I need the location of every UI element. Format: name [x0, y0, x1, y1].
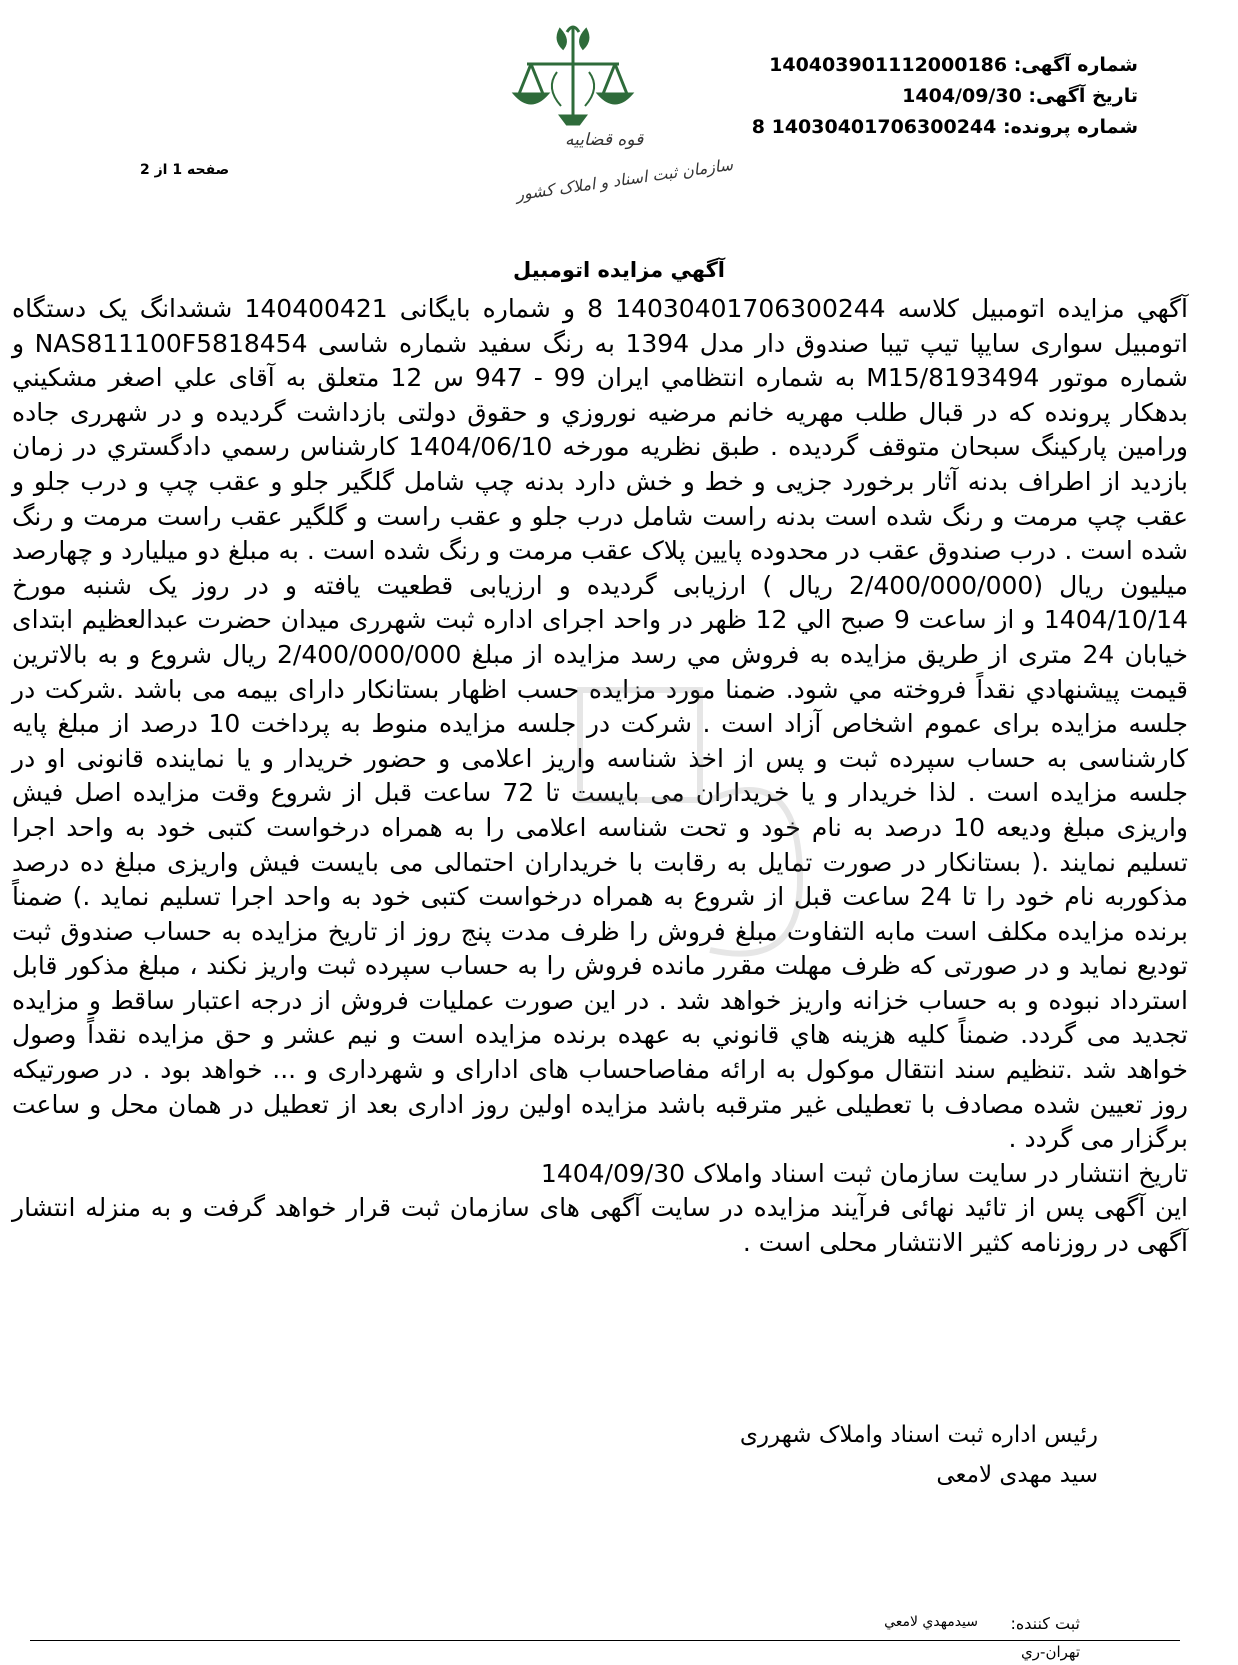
notice-date-row [752, 81, 1138, 112]
file-number: 14030401706300244 8 [751, 116, 997, 138]
page-indicator: صفحه 1 از 2 [140, 162, 230, 178]
file-number-label: شماره پرونده: [1002, 116, 1138, 138]
notice-title: آگهي مزايده اتومبيل [513, 258, 725, 282]
notice-date-label: تاریخ آگهی: [1028, 85, 1138, 107]
notice-number: 140403901112000186 [769, 54, 1008, 76]
auction-details-paragraph: آگهي مزايده اتومبيل کلاسه 14030401706300244 8 و شماره بایگانی 140400421 ششدانگ یک دستگاه اتومبیل سواری سایپا تیپ تیبا صندوق دار مدل 1394 به رنگ سفید شماره شاسی NAS811100F5818454 و شماره موتور M15/8193494 به شماره انتظامي ايران 99 - 947 س 12 متعلق به آقای علي اصغر مشکيني بدهکار پرونده که در قبال طلب مهريه خانم مرضيه نوروزي و حقوق دولتی بازداشت گردیده و در شهرری جاده ورامین پارکینگ سبحان متوقف گردیده . طبق نظریه مورخه 1404/06/10 کارشناس رسمي دادگستري در زمان بازدید از اطراف بدنه آثار برخورد جزیی و خط و خش دارد بدنه چپ شامل گلگیر جلو و عقب چپ و درب جلو و عقب چپ مرمت و رنگ شده است بدنه راست شامل درب جلو و عقب راست و گلگیر عقب راست مرمت و رنگ شده است . درب صندوق عقب در محدوده پایین پلاک عقب مرمت و رنگ شده است . به مبلغ دو میلیارد و چهارصد میلیون ریال (2/400/000/000 ریال ) ارزیابی گردیده و ارزیابی قطعیت یافته و در روز یک شنبه مورخ 1404/10/14 و از ساعت 9 صبح الي 12 ظهر در واحد اجرای اداره ثبت شهرری میدان حضرت عبدالعظیم ابتدای خیابان 24 متری از طريق مزايده به فروش مي رسد مزایده از مبلغ 2/400/000/000 ریال شروع و به بالاترین قيمت پيشنهادي نقداً فروخته مي شود. ضمنا مورد مزایده حسب اظهار بستانکار دارای بیمه می باشد .شرکت در جلسه مزایده برای عموم اشخاص آزاد است . شرکت در جلسه مزایده منوط به پرداخت 10 درصد از مبلغ پایه کارشناسی به حساب سپرده ثبت و پس از اخذ شناسه واریز اعلامی و حضور خریدار و یا نماینده قانونی او در جلسه مزایده است . لذا خريدار و یا خریداران می بایست تا 72 ساعت قبل از شروع وقت مزايده اصل فیش واریزی مبلغ ودیعه 10 درصد به نام خود و تحت شناسه اعلامی را به همراه درخواست کتبی خود به واحد اجرا تسلیم نمایند .( بستانکار در صورت تمایل به رقابت با خریداران احتمالی می بایست فیش واریزی مبلغ ده درصد مذکوربه نام خود را تا 24 ساعت قبل از شروع به همراه درخواست کتبی خود به واحد اجرا تسلیم نماید .) ضمناً برنده مزایده مکلف است مابه التفاوت مبلغ فروش را ظرف مدت پنج روز از تاریخ مزایده به حساب صندوق ثبت تودیع نماید و در صورتی که ظرف مهلت مقرر مانده فروش را به حساب سپرده ثبت واریز نکند ، مبلغ مذکور قابل استرداد نبوده و به حساب خزانه واریز خواهد شد . در این صورت عملیات فروش از درجه اعتبار ساقط و مزایده تجدید می گردد. ضمناً کليه هزينه هاي قانوني به عهده برنده مزايده است و نيم عشر و حق مزايده نقداً وصول خواهد شد .تنظیم سند انتقال موکول به ارائه مفاصاحساب های ادارای و شهرداری و ... خواهد بود . در صورتیکه روز تعیین شده مصادف با تعطیلی غیر مترقبه باشد مزایده اولین روز اداری بعد از تعطیل در همان محل و ساعت برگزار می گردد . [12, 294, 1189, 1154]
organization-label: سازمان ثبت اسناد و املاک کشور [514, 154, 735, 205]
notice-date: 1404/09/30 [902, 85, 1022, 107]
registrar-label: ثبت کننده: [1010, 1614, 1080, 1633]
footer-divider [30, 1640, 1180, 1641]
footer-location: تهران-ري [1021, 1643, 1080, 1661]
signer-name: سید مهدی لامعی [936, 1462, 1098, 1488]
judiciary-label: قوه قضاییه [565, 130, 644, 150]
notice-number-row [752, 50, 1138, 81]
file-number-row [752, 112, 1138, 143]
publication-date-paragraph: تاریخ انتشار در سایت سازمان ثبت اسناد واملاک 1404/09/30 [540, 1158, 1188, 1188]
notice-number-label: شماره آگهی: [1013, 54, 1138, 76]
registrar-name: سیدمهدي لامعي [884, 1614, 978, 1630]
judiciary-emblem [505, 8, 735, 208]
signer-position: رئیس اداره ثبت اسناد واملاک شهرری [739, 1422, 1098, 1448]
notice-meta [752, 50, 1138, 143]
notice-body [12, 292, 1188, 1261]
publication-note-paragraph: این آگهی پس از تائید نهائی فرآیند مزایده در سایت آگهی های سازمان ثبت قرار خواهد گرفت و به منزله انتشار آگهی در روزنامه کثیر الانتشار محلی است . [12, 1193, 1188, 1258]
